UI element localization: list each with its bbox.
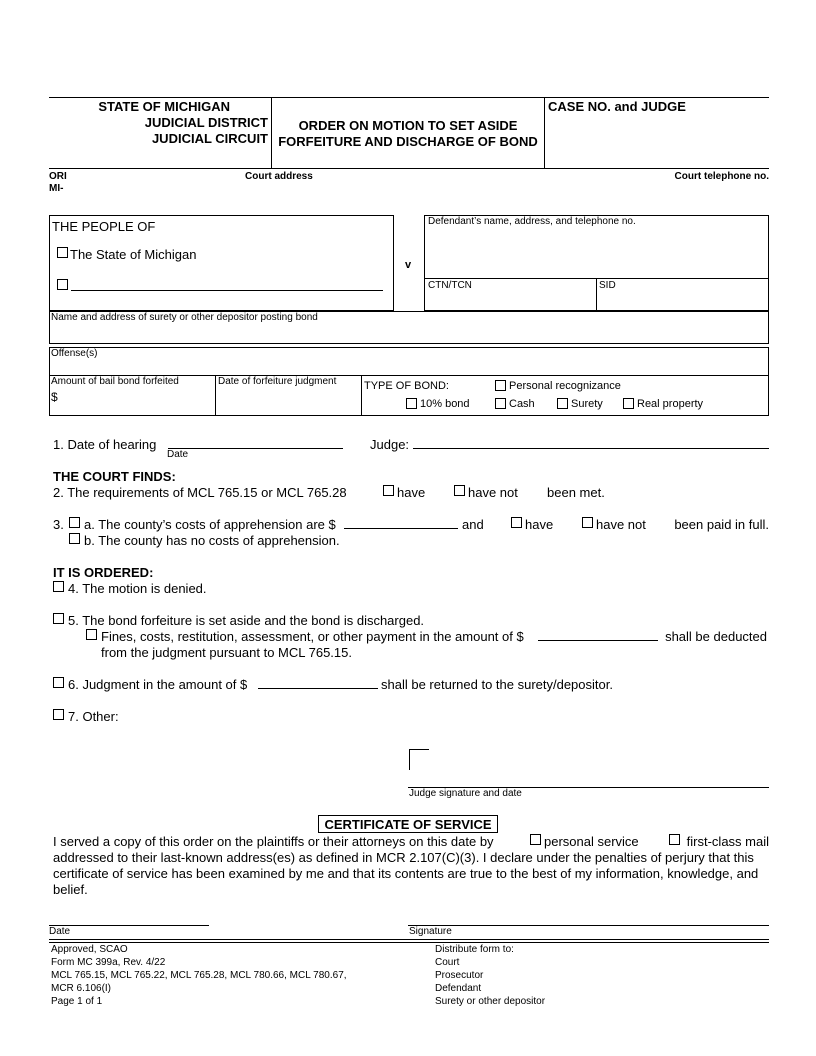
bond-real-label: Real property	[637, 398, 704, 410]
item6-end: shall be returned to the surety/depositor.	[381, 677, 613, 692]
bond-10-checkbox[interactable]	[406, 398, 417, 409]
item2-have-not-label: have not	[468, 485, 518, 500]
item3b-label: b. The county has no costs of apprehension.	[84, 533, 340, 548]
item7-checkbox[interactable]	[53, 709, 64, 720]
certificate-date-line[interactable]	[49, 925, 209, 926]
item3a-checkbox[interactable]	[69, 517, 80, 528]
people-of-label: THE PEOPLE OF	[52, 219, 156, 234]
footer-dist-defendant: Defendant	[435, 983, 482, 994]
certificate-signature-line[interactable]	[408, 925, 769, 926]
certificate-line4: belief.	[53, 882, 88, 897]
forfeiture-date-label: Date of forfeiture judgment	[218, 376, 337, 387]
item3a-amount-line[interactable]	[344, 528, 458, 529]
header-top-rule	[49, 97, 769, 98]
defendant-label: Defendant’s name, address, and telephone no.	[428, 216, 636, 227]
certificate-date-label: Date	[49, 926, 71, 937]
footer-rule-1	[49, 939, 769, 940]
footer-form-number: Form MC 399a, Rev. 4/22	[51, 957, 166, 968]
first-class-mail-checkbox[interactable]	[669, 834, 680, 845]
ori-label: ORI	[49, 171, 67, 182]
bond-10-label: 10% bond	[420, 398, 470, 410]
court-address-label: Court address	[245, 171, 313, 182]
other-plaintiff-checkbox[interactable]	[57, 279, 68, 290]
item7-label: 7. Other:	[68, 709, 119, 724]
other-plaintiff-line[interactable]	[71, 290, 383, 291]
footer-distribute: Distribute form to:	[435, 944, 514, 955]
signature-corner-horizontal	[409, 749, 429, 750]
form-title-line2: FORFEITURE AND DISCHARGE OF BOND	[278, 134, 538, 149]
item3a-label: a. The county’s costs of apprehension are $	[84, 517, 336, 532]
signature-corner-vertical	[409, 749, 410, 770]
item3a-have-not-checkbox[interactable]	[582, 517, 593, 528]
item6-amount-line[interactable]	[258, 688, 378, 689]
form-title-line1: ORDER ON MOTION TO SET ASIDE	[298, 118, 518, 133]
item2-been-met: been met.	[547, 485, 605, 500]
bond-surety-label: Surety	[571, 398, 603, 410]
item5-sub-checkbox[interactable]	[86, 629, 97, 640]
item3a-have-checkbox[interactable]	[511, 517, 522, 528]
item3a-have-not-label: have not	[596, 517, 646, 532]
bail-dollar-sign: $	[51, 390, 58, 404]
item2-have-label: have	[397, 485, 426, 500]
court-telephone-label: Court telephone no.	[674, 171, 769, 182]
footer-dist-surety: Surety or other depositor	[435, 996, 546, 1007]
state-of-michigan-checkbox[interactable]	[57, 247, 68, 258]
court-state: STATE OF MICHIGAN	[98, 99, 230, 114]
footer-mcl: MCL 765.15, MCL 765.22, MCL 765.28, MCL 780.66, MCL 780.67,	[51, 970, 347, 981]
item6-label: 6. Judgment in the amount of $	[68, 677, 248, 692]
item5-continued: from the judgment pursuant to MCL 765.15.	[101, 645, 352, 660]
item3-number: 3.	[53, 517, 64, 532]
item5-amount-line[interactable]	[538, 640, 658, 641]
judge-label: Judge:	[370, 437, 410, 452]
judge-signature-caption: Judge signature and date	[409, 788, 522, 799]
bail-divider-2	[361, 375, 362, 416]
case-no-label: CASE NO. and JUDGE	[548, 99, 686, 114]
item4-checkbox[interactable]	[53, 581, 64, 592]
item3a-have-label: have	[525, 517, 554, 532]
item1-label: 1. Date of hearing	[53, 437, 157, 452]
bond-cash-checkbox[interactable]	[495, 398, 506, 409]
item2-have-checkbox[interactable]	[383, 485, 394, 496]
header-divider-2	[544, 97, 545, 168]
surety-label: Name and address of surety or other depositor posting bond	[51, 312, 318, 323]
bond-real-checkbox[interactable]	[623, 398, 634, 409]
footer-rule-2	[49, 942, 769, 943]
bail-divider-1	[215, 375, 216, 416]
ordered-heading: IT IS ORDERED:	[53, 565, 154, 580]
certificate-line1: I served a copy of this order on the plaintiffs or their attorneys on this date by	[53, 834, 494, 849]
item3b-checkbox[interactable]	[69, 533, 80, 544]
bond-personal-checkbox[interactable]	[495, 380, 506, 391]
personal-service-label: personal service	[544, 834, 639, 849]
footer-page: Page 1 of 1	[51, 996, 103, 1007]
item5-deducted: shall be deducted	[665, 629, 767, 644]
item5-checkbox[interactable]	[53, 613, 64, 624]
certificate-line2: addressed to their last-known address(es) as defined in MCR 2.107(C)(3). I declare under the penalties of perjury that this	[53, 850, 754, 865]
footer-dist-prosecutor: Prosecutor	[435, 970, 484, 981]
versus-label: v	[405, 259, 412, 271]
offense-label: Offense(s)	[51, 348, 98, 359]
item2-label: 2. The requirements of MCL 765.15 or MCL 765.28	[53, 485, 347, 500]
judge-line[interactable]	[413, 448, 769, 449]
court-finds-heading: THE COURT FINDS:	[53, 469, 176, 484]
first-class-mail-label: first-class mail	[686, 834, 769, 849]
item5-sub-label: Fines, costs, restitution, assessment, or other payment in the amount of $	[101, 629, 524, 644]
personal-service-checkbox[interactable]	[530, 834, 541, 845]
item5-label: 5. The bond forfeiture is set aside and the bond is discharged.	[68, 613, 425, 628]
mi-prefix: MI-	[49, 183, 64, 194]
court-circuit: JUDICIAL CIRCUIT	[151, 131, 268, 146]
certificate-line3: certificate of service has been examined by me and that its contents are true to the best of my information, knowledge, and	[53, 866, 759, 881]
footer-approved: Approved, SCAO	[51, 944, 128, 955]
hearing-date-line[interactable]	[168, 448, 343, 449]
hearing-date-caption: Date	[167, 449, 189, 460]
item3a-and: and	[462, 517, 484, 532]
ctn-label: CTN/TCN	[428, 280, 472, 291]
ctn-sid-divider	[596, 278, 597, 311]
item4-label: 4. The motion is denied.	[68, 581, 207, 596]
bond-type-label: TYPE OF BOND:	[364, 380, 449, 392]
item6-checkbox[interactable]	[53, 677, 64, 688]
footer-mcr: MCR 6.106(I)	[51, 983, 112, 994]
bond-cash-label: Cash	[509, 398, 535, 410]
court-district: JUDICIAL DISTRICT	[144, 115, 268, 130]
certificate-heading: CERTIFICATE OF SERVICE	[324, 817, 492, 832]
bail-amount-label: Amount of bail bond forfeited	[51, 376, 179, 387]
sid-label: SID	[599, 280, 616, 291]
bond-personal-label: Personal recognizance	[509, 380, 621, 392]
bond-surety-checkbox[interactable]	[557, 398, 568, 409]
certificate-signature-label: Signature	[409, 926, 452, 937]
footer-dist-court: Court	[435, 957, 460, 968]
state-of-michigan-label: The State of Michigan	[70, 247, 197, 262]
item2-have-not-checkbox[interactable]	[454, 485, 465, 496]
header-bottom-rule	[49, 168, 769, 169]
item3a-paid-full: been paid in full.	[674, 517, 769, 532]
